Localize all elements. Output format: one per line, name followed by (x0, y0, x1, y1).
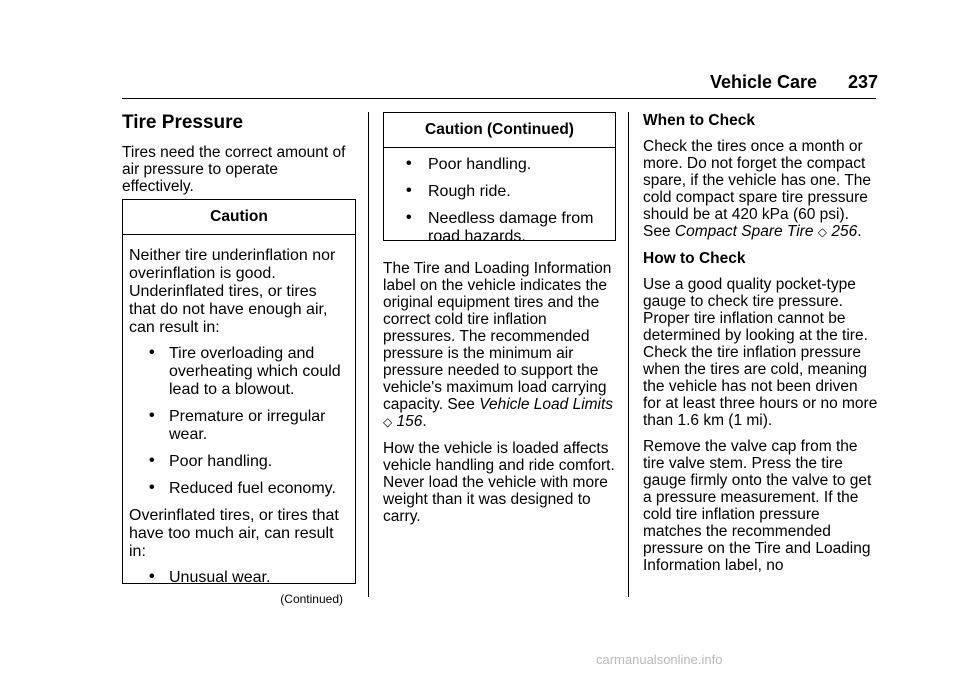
bullet-icon: • (149, 479, 155, 496)
bullet-icon: • (149, 344, 155, 361)
list-item: • Unusual wear. (149, 568, 271, 586)
page-reference[interactable]: 156 (396, 413, 423, 430)
list-item: • Reduced fuel economy. (149, 479, 336, 497)
bullet-icon: • (406, 182, 412, 199)
caution-continued-box (383, 112, 616, 245)
list-item: • Rough ride. (406, 182, 511, 200)
caution-continued-title: Caution (Continued) (384, 113, 615, 148)
section-title: Vehicle Care (710, 72, 818, 92)
left-column (122, 112, 354, 204)
bullet-icon: • (149, 407, 155, 424)
header-rule (122, 98, 876, 99)
list-item: • Poor handling. (149, 452, 273, 470)
when-to-check-paragraph: Check the tires once a month or more. Do not forget the compact spare, if the vehicle has one. The cold compact spare tire pressure should be at 420 kPa (60 psi). See Compact Spare Tire ◇ 256. (643, 138, 872, 240)
page-header (0, 72, 960, 98)
valve-paragraph: Remove the valve cap from the tire valve stem. Press the tire gauge firmly onto the valve to get a pressure measurement. If the cold tire inflation pressure matches the recommended pressure on the Tire and Loading Information label, no (643, 438, 872, 574)
column-divider-2 (628, 112, 629, 597)
bullet-icon: • (406, 155, 412, 172)
cross-reference-link[interactable]: Compact Spare Tire (674, 223, 814, 240)
list-item: • Tire overloading and overheating which could lead to a blowout. (149, 344, 341, 398)
bullet-icon: • (149, 452, 155, 469)
label-paragraph: The Tire and Loading Information label on the vehicle indicates the original equipment tires and the correct cold tire inflation pressures. The recommended pressure is the minimum air pressure needed to support the vehicle's maximum load carrying capacity. See Vehicle Load Limits ◇ 156. (383, 260, 614, 430)
column-divider-1 (368, 112, 369, 597)
page-title: Tire Pressure (122, 112, 244, 133)
watermark: carmanualsonline.info (596, 652, 723, 667)
intro-paragraph: Tires need the correct amount of air pressure to operate effectively. (122, 144, 346, 195)
middle-column (383, 260, 615, 534)
list-item: • Poor handling. (406, 155, 532, 173)
page-reference[interactable]: 256 (831, 223, 858, 240)
bullet-icon: • (149, 568, 155, 585)
caution-mid: Overinflated tires, or tires that have too much air, can result in: (129, 507, 339, 560)
when-to-check-heading: When to Check (643, 112, 755, 129)
caution-title: Caution (123, 200, 355, 235)
bullet-icon: • (406, 209, 412, 226)
page-ref-icon: ◇ (817, 225, 828, 239)
right-column (643, 112, 879, 583)
caution-lead: Neither tire underinflation nor overinflation is good. Underinflated tires, or tires that do not have enough air, can result in: (129, 247, 336, 336)
list-item: • Premature or irregular wear. (149, 407, 326, 443)
loading-paragraph: How the vehicle is loaded affects vehicle handling and ride comfort. Never load the vehicle with more weight than it was designed to carry. (383, 440, 615, 525)
continued-label: (Continued) (280, 592, 343, 606)
page-number: 237 (848, 72, 879, 92)
cross-reference-link[interactable]: Vehicle Load Limits (479, 396, 614, 413)
how-to-check-heading: How to Check (643, 250, 746, 267)
list-item: • Needless damage from road hazards. (406, 209, 594, 245)
page-ref-icon: ◇ (383, 415, 393, 429)
how-to-check-paragraph: Use a good quality pocket-type gauge to check tire pressure. Proper tire inflation cannot be determined by looking at the tire. Check the tire inflation pressure when the tires are cold, meaning the vehicle has not been driven for at least three hours or no more than 1.6 km (1 mi). (643, 276, 878, 429)
caution-box (122, 199, 356, 606)
